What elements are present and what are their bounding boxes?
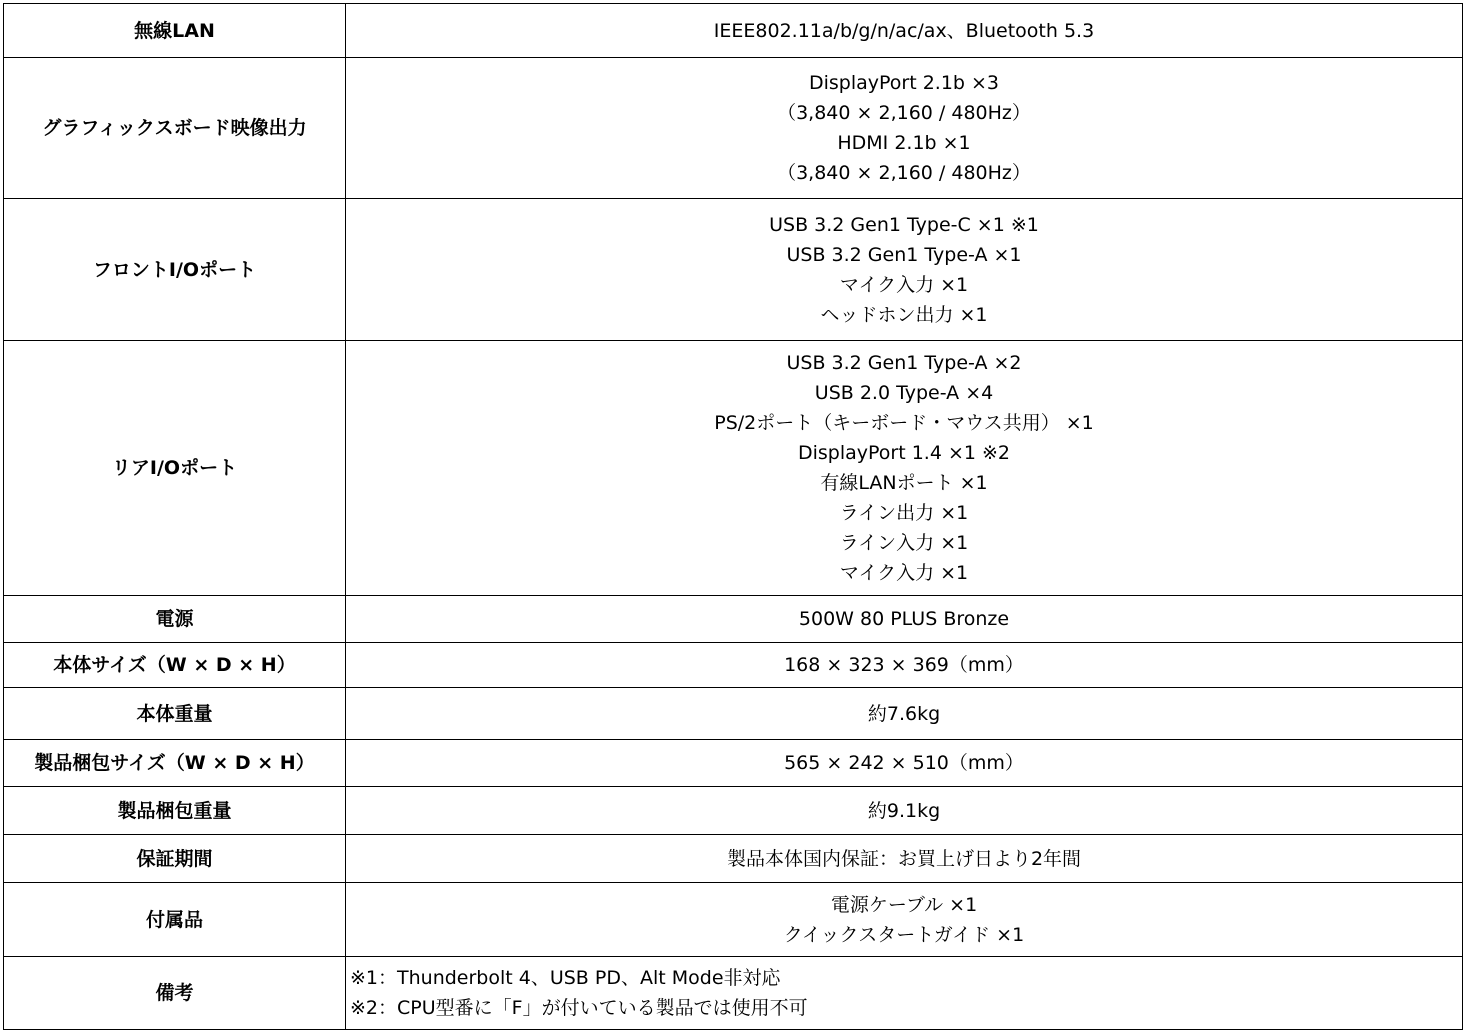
spec-value-line: DisplayPort 1.4 ×1 ※2 [797,442,1011,464]
spec-value-line: 電源ケーブル ×1 [830,893,978,916]
spec-value [346,643,1463,688]
spec-value-line: DisplayPort 2.1b ×3 [808,72,1000,94]
spec-row-rear-io [4,341,1463,596]
spec-value-line: ヘッドホン出力 ×1 [820,303,988,326]
spec-label: 製品梱包サイズ（W × D × H） [4,740,346,787]
spec-value-line: 565 × 242 × 510（mm） [784,752,1024,774]
spec-value-line: マイク入力 ×1 [839,562,969,584]
spec-value-line: HDMI 2.1b ×1 [837,132,971,154]
spec-row-body-weight [4,688,1463,740]
spec-row-power-supply [4,596,1463,643]
spec-label: フロントI/Oポート [4,199,346,341]
spec-value-line: USB 3.2 Gen1 Type-A ×2 [786,352,1022,374]
spec-label: 付属品 [4,883,346,957]
spec-value-line: USB 3.2 Gen1 Type-C ×1 ※1 [769,213,1039,236]
spec-label: 電源 [4,596,346,643]
spec-row-body-size [4,643,1463,688]
spec-row-accessories [4,883,1463,957]
spec-value-line: （3,840 × 2,160 / 480Hz） [777,102,1031,124]
spec-value [346,740,1463,787]
spec-row-package-weight [4,787,1463,835]
spec-label: 本体重量 [4,688,346,740]
spec-value [346,58,1463,199]
spec-value-line: ライン出力 ×1 [839,502,969,524]
spec-label: 本体サイズ（W × D × H） [4,643,346,688]
spec-value-line: ライン入力 ×1 [839,532,969,554]
spec-value-line: 製品本体国内保証：お買上げ日より2年間 [726,847,1082,870]
spec-value-line: （3,840 × 2,160 / 480Hz） [777,162,1031,184]
spec-value [346,688,1463,740]
spec-label: リアI/Oポート [4,341,346,596]
spec-value-line: 有線LANポート ×1 [820,472,988,494]
spec-row-front-io [4,199,1463,341]
spec-value-line: ※2：CPU型番に「F」が付いている製品では使用不可 [350,997,808,1019]
spec-value [346,835,1463,883]
spec-value [346,4,1463,58]
spec-value [346,957,1463,1030]
spec-row-wireless-lan [4,4,1463,58]
spec-value-line: USB 3.2 Gen1 Type-A ×1 [786,243,1022,266]
spec-value [346,596,1463,643]
spec-value-line: IEEE802.11a/b/g/n/ac/ax、Bluetooth 5.3 [713,19,1095,42]
spec-value-line: ※1：Thunderbolt 4、USB PD、Alt Mode非対応 [350,967,781,989]
spec-value-line: 約7.6kg [867,702,941,725]
spec-value [346,883,1463,957]
spec-label: 製品梱包重量 [4,787,346,835]
spec-value-line: PS/2ポート（キーボード・マウス共用） ×1 [714,412,1094,434]
spec-table [3,3,1463,1030]
spec-label: 備考 [4,957,346,1030]
spec-value-line: マイク入力 ×1 [839,273,969,296]
spec-value-line: 約9.1kg [867,799,941,822]
spec-row-warranty [4,835,1463,883]
spec-value-line: 168 × 323 × 369（mm） [784,654,1024,676]
spec-value-line: USB 2.0 Type-A ×4 [814,382,994,404]
spec-label: 保証期間 [4,835,346,883]
spec-row-graphics-output [4,58,1463,199]
spec-value-line: クイックスタートガイド ×1 [783,923,1025,946]
spec-value-line: 500W 80 PLUS Bronze [798,608,1010,630]
spec-label: 無線LAN [4,4,346,58]
spec-value [346,199,1463,341]
spec-value [346,341,1463,596]
spec-row-notes [4,957,1463,1030]
spec-row-package-size [4,740,1463,787]
spec-value [346,787,1463,835]
spec-label: グラフィックスボード映像出力 [4,58,346,199]
